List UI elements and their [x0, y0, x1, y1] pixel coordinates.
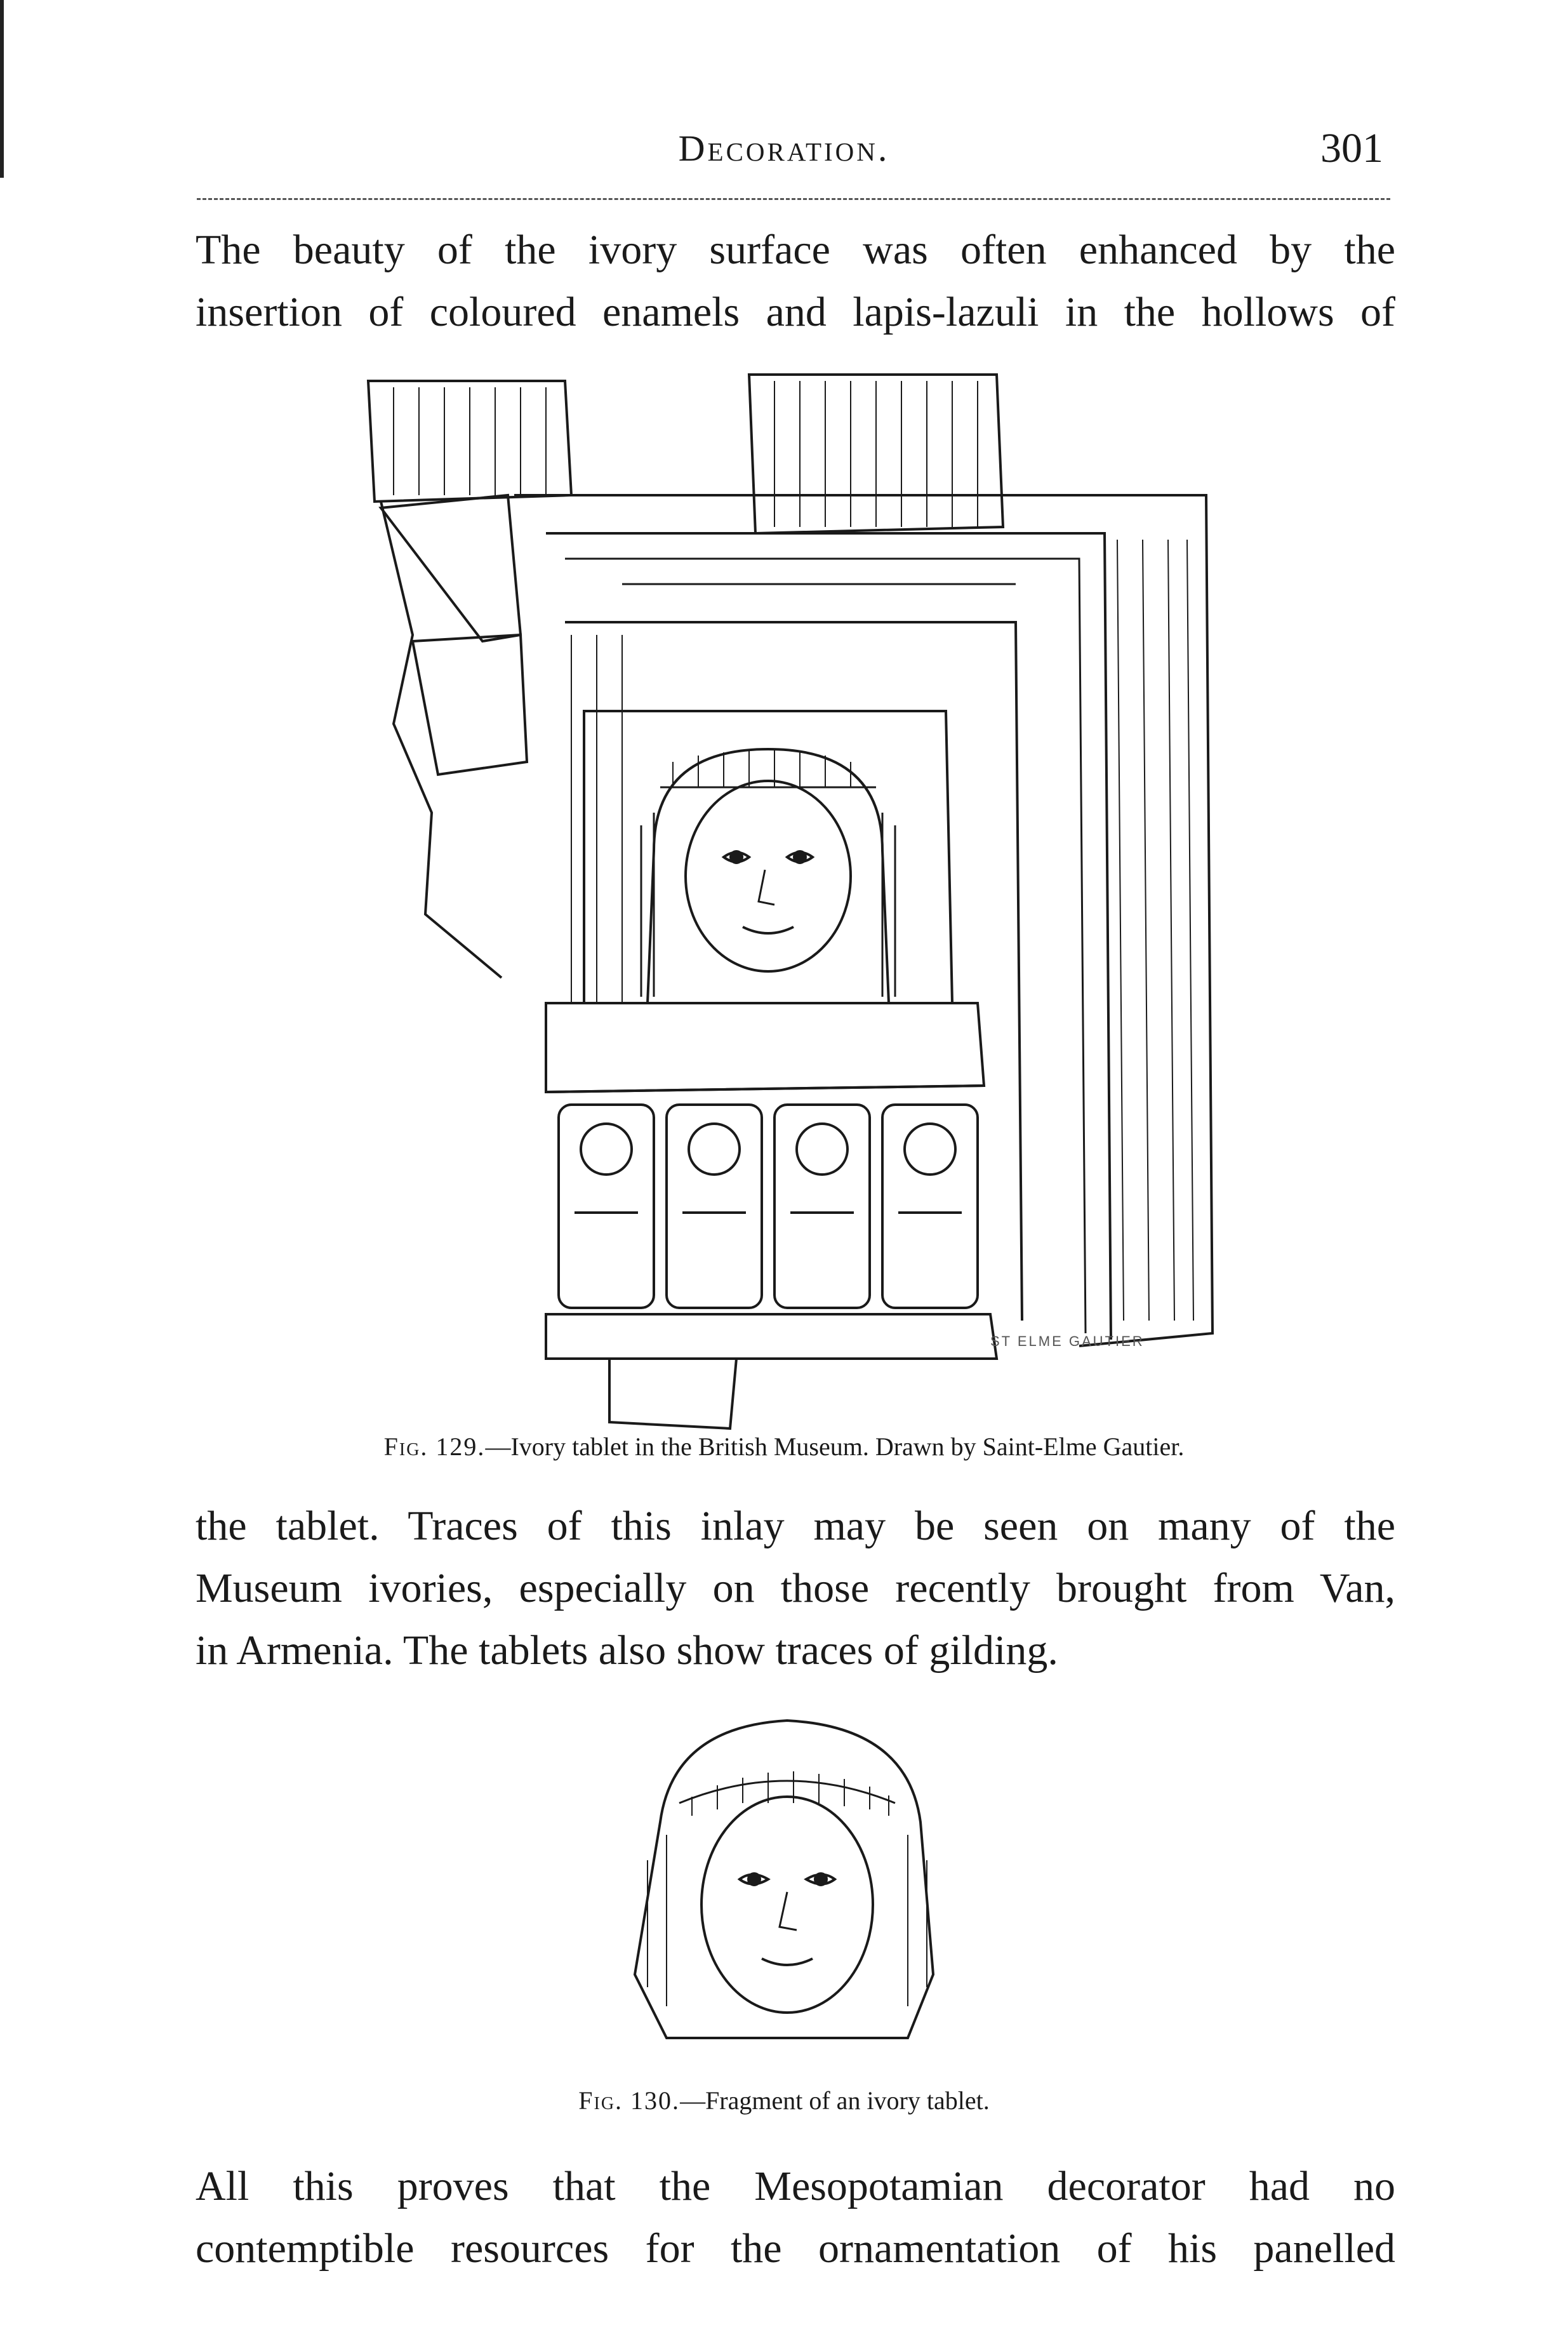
page-number: 301 — [1320, 125, 1383, 171]
paragraph-2-line-1: the tablet. Traces of this inlay may be seen on many of the — [196, 1503, 1395, 1549]
figure-129-caption-text: —Ivory tablet in the British Museum. Drawn by Saint-Elme Gautier. — [485, 1432, 1185, 1461]
ivory-fragment-illustration — [609, 1708, 965, 2063]
paragraph-3-line-2: contemptible resources for the ornamentation of his panelled — [196, 2225, 1395, 2272]
paragraph-1-line-2: insertion of coloured enamels and lapis-lazuli in the hollows of — [196, 289, 1395, 335]
figure-129-label: Fig. 129. — [383, 1432, 486, 1461]
figure-130-label: Fig. 130. — [578, 2086, 681, 2115]
figure-130-caption — [0, 2086, 1568, 2115]
header-rule — [197, 198, 1390, 200]
paragraph-3-line-1: All this proves that the Mesopotamian decorator had no — [196, 2163, 1395, 2209]
paragraph-1-line-1: The beauty of the ivory surface was often enhanced by the — [196, 227, 1395, 273]
artist-signature: ST ELME GAUTIER — [990, 1333, 1145, 1349]
running-head: Decoration. — [678, 128, 890, 169]
figure-129-caption — [0, 1432, 1568, 1462]
paragraph-2-line-3: in Armenia. The tablets also show traces of gilding. — [196, 1627, 1058, 1674]
figure-130-caption-text: —Fragment of an ivory tablet. — [680, 2086, 990, 2115]
ivory-tablet-illustration — [355, 368, 1232, 1448]
paragraph-2-line-2: Museum ivories, especially on those recently brought from Van, — [196, 1565, 1395, 1611]
